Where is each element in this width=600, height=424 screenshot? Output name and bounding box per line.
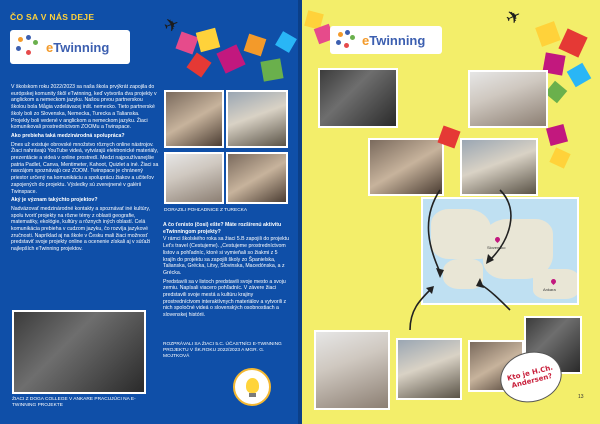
page-number: 13: [578, 394, 584, 400]
students-computer-photo: [12, 310, 146, 394]
city-label-ankara: Ankara: [543, 287, 556, 292]
stars-icon: [16, 35, 40, 59]
speech-bubble: Kto je H.Ch. Andersen?: [495, 345, 567, 409]
lightbulb-icon: [233, 368, 271, 406]
answer-4: Predstavili sa v listoch predstavili svoje mesto a svoju zemiu. Napísali viacero pohľadníc. V závere žiaci predstavili svoje mestá a kultúru krajiny prostredníctvom interaktívnych materiálov a vytvorili z nich spoločné videá o slovenských osobnostiach a slovenskej histórii.: [163, 278, 287, 319]
logo-text: eTwinning: [46, 39, 110, 55]
answer-1: Dnes už existuje obrovské množstvo rôznych online nástrojov. Žiaci nahrávajú YouTube videá, vytvárajú elektronické materiály, prezentácie a videá v online prostredí. Medzi najpoužívanejšie patria Padlet, Canva, Mentimeter, Kahoot, Quizlet a iné. Žiaci sa navzájom spoznávajú cez ZOOM. Twinspace je chránený priestor určený na komunikáciu a spoluprácu žiakov a učiteľov zapojených do projektu. Výsledky sú zverejnené v galérii Twinspace.: [11, 141, 159, 195]
airplane-icon: ✈: [161, 13, 183, 37]
photo-class-group: [468, 70, 548, 128]
stars-right-icon: [336, 30, 356, 50]
photo-students-desks: [226, 152, 288, 204]
question-2: Aký je význam takýchto projektov?: [11, 197, 98, 204]
photo-class: [226, 90, 288, 148]
airplane-right-icon: ✈: [502, 4, 525, 30]
city-label-slovakia: Slovensko: [487, 245, 506, 250]
puzzle-mid2-icon: [538, 120, 578, 180]
article-continued: [163, 222, 291, 321]
photo-teacher: [314, 330, 390, 410]
etwinning-logo-right: [330, 26, 442, 54]
question-3: A čo ťenisto (čosi) ešte? Máte rozšírenú aktivitu eTwinningom projekty?: [163, 222, 282, 235]
caption-postcards: DORAZILI POHĽADNICE Z TURECKA: [164, 208, 248, 213]
photo-video-screen: [396, 338, 462, 400]
answer-3: V rámci školského roka sa žiaci 5.B zapojili do projektu Let's travel (Cestujeme). „Cestujeme prostredníctvom listov a pohľadníc, ktoré si vymieňali so žiakmi z 5 krajín do projektu sa zapojili školy zo Španielska, Talianska, Grécka, Litvy, Slovinska, Macedónska, a z Grécka.: [163, 236, 289, 276]
etwinning-logo: [10, 30, 130, 64]
logo-text-right: eTwinning: [362, 32, 426, 48]
answer-2: Nadväzovať medzinárodné kontakty a spoznávať iné kultúry, spolu tvoriť projekty na rôzne témy z oblasti geografie, matematiky, ekológie, kultúry a rôznych iných oblastí. Celá komunikácia prebieha v cudzom jazyku, čo rozvíja jazykové zručnosti. Napríklad aj na škole v Česku mali žiaci možnosť predstaviť svoje projekty online a ocenenie získali aj v súťaži najlepších eTwinning projektov.: [11, 205, 151, 253]
caption-students: ŽIACI Z DOGA COLLEGE V ANKARE PRACUJÚCI NA E-TWINNING PROJEKTE: [12, 397, 136, 408]
puzzle-mid-icon: [432, 120, 468, 156]
credit-line: ROZPRÁVALI SA ŽIACI 5.C. ÚČASTNÍCI E-TWINNING PROJEKTU V ŠK.ROKU 2022/2023 A MGR. G. MOJTKOVÁ: [163, 342, 282, 359]
intro-paragraph: V školskom roku 2022/2023 sa naša škola prvýkrát zapojila do európskej komunity škôl eTwinning, keď vytvorila dva projekty v anglickom a nemeckom jazyku. Našou prvou partnerskou školou bola Mågia vzdelávacej inšt. nemecko. Tieto partnerské školy boli zo Slovenska, Nemecka, Turecka a Talianska. Projekty boli vedené v anglickom a nemeckom jazyku. Žiaci komunikovali prostredníctvom ZOOMu a Twinspace.: [11, 84, 157, 131]
section-title: ČO SA V NÁS DEJE: [10, 12, 95, 22]
photo-postcards: [164, 152, 224, 204]
photo-girl: [164, 90, 224, 148]
left-page: [0, 0, 298, 424]
question-1: Ako prebieha taká medzinárodná spolupráca?: [11, 132, 125, 139]
puzzle-pieces-icon: [150, 26, 298, 90]
article-body: [11, 84, 159, 255]
photo-art-works: [318, 68, 398, 128]
